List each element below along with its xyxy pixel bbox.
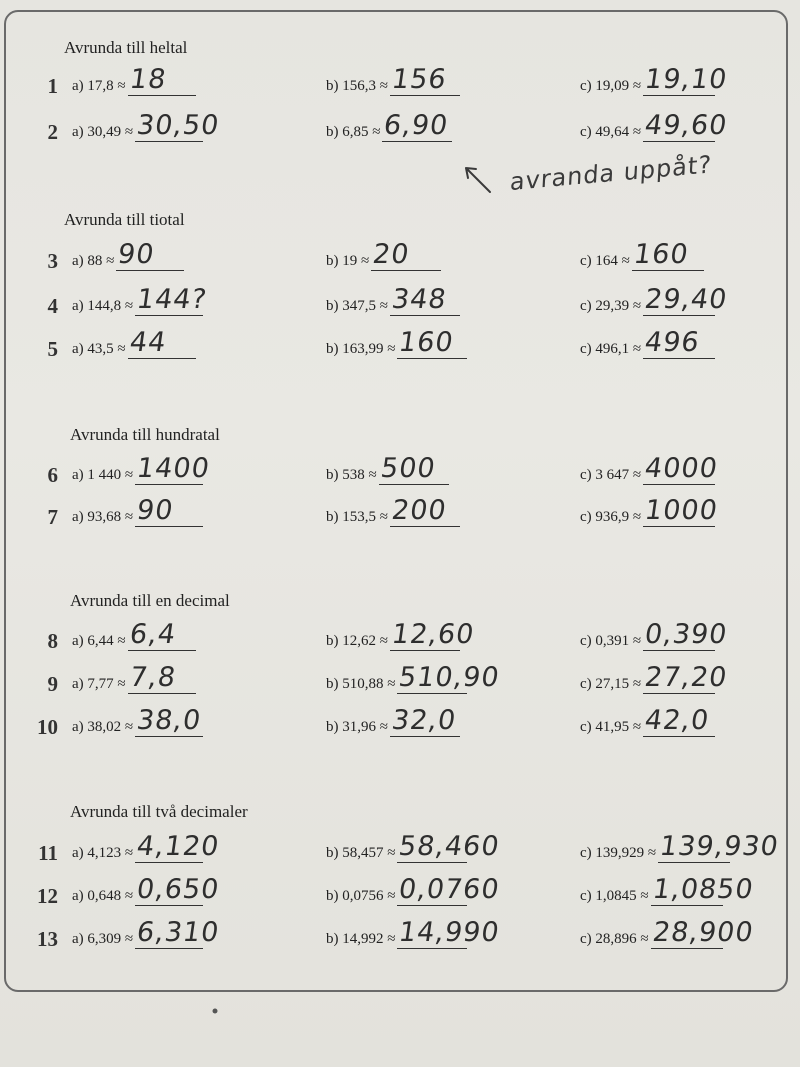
problem-expression: 19 ≈ [342, 253, 370, 269]
problem-expression: 496,1 ≈ [595, 341, 642, 357]
handwritten-answer: 4,120 [134, 831, 222, 862]
handwritten-answer: 14,990 [396, 917, 502, 948]
problem-expression: 14,992 ≈ [342, 931, 396, 947]
handwritten-answer: 144? [134, 284, 210, 315]
problem-expression: 144,8 ≈ [87, 298, 134, 314]
problem-label: c) [580, 719, 592, 735]
answer-line[interactable] [135, 862, 203, 863]
problem-b [326, 253, 369, 270]
problem-a [72, 931, 133, 948]
paper-speck [210, 1006, 222, 1016]
answer-line[interactable] [128, 358, 196, 359]
handwritten-answer: 500 [378, 453, 438, 484]
handwritten-answer: 49,60 [642, 110, 730, 141]
problem-number: 4 [47, 294, 58, 318]
problem-a [72, 124, 133, 141]
handwritten-answer: 160 [396, 327, 456, 358]
handwritten-answer: 30,50 [134, 110, 222, 141]
problem-expression: 49,64 ≈ [595, 124, 642, 140]
problem-expression: 0,391 ≈ [595, 633, 642, 649]
problem-label: a) [72, 298, 84, 314]
answer-line[interactable] [397, 862, 467, 863]
answer-line[interactable] [397, 693, 467, 694]
problem-expression: 163,99 ≈ [342, 341, 396, 357]
answer-line[interactable] [390, 315, 460, 316]
problem-label: c) [580, 633, 592, 649]
problem-expression: 12,62 ≈ [342, 633, 388, 649]
problem-c [580, 633, 641, 650]
problem-c [580, 78, 641, 95]
handwritten-answer: 0,0760 [396, 874, 502, 905]
answer-line[interactable] [397, 358, 467, 359]
problem-number: 11 [38, 841, 58, 865]
handwritten-answer: 200 [389, 495, 449, 526]
handwritten-answer: 496 [642, 327, 702, 358]
problem-c [580, 341, 641, 358]
problem-expression: 0,648 ≈ [87, 888, 134, 904]
problem-c [580, 676, 641, 693]
handwritten-answer: 6,4 [127, 619, 179, 650]
handwritten-answer: 29,40 [642, 284, 730, 315]
problem-expression: 38,02 ≈ [87, 719, 134, 735]
answer-line[interactable] [397, 948, 467, 949]
arrow-up-left-icon [460, 162, 500, 202]
problem-b [326, 467, 377, 484]
answer-line[interactable] [643, 315, 715, 316]
problem-c [580, 467, 641, 484]
answer-line[interactable] [643, 141, 715, 142]
problem-expression: 41,95 ≈ [595, 719, 642, 735]
handwritten-answer: 348 [389, 284, 449, 315]
handwritten-answer: 4000 [642, 453, 720, 484]
problem-expression: 538 ≈ [342, 467, 377, 483]
problem-expression: 1,0845 ≈ [595, 888, 649, 904]
answer-line[interactable] [390, 95, 460, 96]
problem-label: b) [326, 888, 339, 904]
answer-line[interactable] [643, 650, 715, 651]
problem-number: 10 [37, 715, 58, 739]
problem-label: a) [72, 845, 84, 861]
answer-line[interactable] [379, 484, 449, 485]
problem-expression: 43,5 ≈ [87, 341, 126, 357]
handwritten-answer: 0,650 [134, 874, 222, 905]
problem-label: c) [580, 845, 592, 861]
problem-label: b) [326, 78, 339, 94]
problem-label: c) [580, 298, 592, 314]
problem-number: 7 [47, 505, 58, 529]
problem-number: 1 [47, 74, 58, 98]
answer-line[interactable] [643, 95, 715, 96]
answer-line[interactable] [390, 736, 460, 737]
section-heading: Avrunda till två decimaler [70, 802, 248, 821]
problem-b [326, 633, 388, 650]
problem-label: a) [72, 676, 84, 692]
problem-label: b) [326, 845, 339, 861]
answer-line[interactable] [397, 905, 467, 906]
problem-a [72, 298, 133, 315]
problem-expression: 936,9 ≈ [595, 509, 642, 525]
answer-line[interactable] [643, 484, 715, 485]
answer-line[interactable] [643, 358, 715, 359]
problem-label: b) [326, 931, 339, 947]
answer-line[interactable] [128, 95, 196, 96]
handwritten-answer: 1,0850 [650, 874, 756, 905]
handwritten-answer: 38,0 [134, 705, 204, 736]
problem-b [326, 298, 388, 315]
answer-line[interactable] [651, 948, 723, 949]
answer-line[interactable] [651, 905, 723, 906]
problem-label: a) [72, 253, 84, 269]
problem-c [580, 931, 649, 948]
handwritten-answer: 18 [127, 64, 169, 95]
problem-b [326, 719, 388, 736]
problem-label: c) [580, 888, 592, 904]
problem-b [326, 124, 380, 141]
problem-label: b) [326, 467, 339, 483]
problem-number: 6 [47, 463, 58, 487]
problem-expression: 31,96 ≈ [342, 719, 388, 735]
problem-label: b) [326, 719, 339, 735]
problem-a [72, 888, 133, 905]
problem-a [72, 467, 133, 484]
answer-line[interactable] [371, 270, 441, 271]
handwritten-answer: 90 [115, 239, 157, 270]
problem-label: a) [72, 78, 84, 94]
handwritten-answer: 90 [134, 495, 176, 526]
section-heading: Avrunda till heltal [64, 38, 188, 57]
problem-number: 2 [47, 120, 58, 144]
answer-line[interactable] [382, 141, 452, 142]
problem-a [72, 509, 133, 526]
problem-expression: 6,309 ≈ [87, 931, 134, 947]
handwritten-answer: 139,930 [657, 831, 781, 862]
problem-label: c) [580, 341, 592, 357]
problem-c [580, 719, 641, 736]
problem-b [326, 845, 395, 862]
handwritten-answer: 1400 [134, 453, 212, 484]
problem-label: a) [72, 124, 84, 140]
section-heading: Avrunda till en decimal [70, 591, 230, 610]
problem-label: b) [326, 253, 339, 269]
problem-expression: 88 ≈ [87, 253, 115, 269]
problem-expression: 164 ≈ [595, 253, 630, 269]
answer-line[interactable] [135, 141, 203, 142]
answer-line[interactable] [135, 315, 203, 316]
problem-expression: 7,77 ≈ [87, 676, 126, 692]
problem-expression: 347,5 ≈ [342, 298, 388, 314]
problem-c [580, 845, 656, 862]
handwritten-answer: 160 [631, 239, 691, 270]
answer-line[interactable] [643, 693, 715, 694]
problem-c [580, 253, 630, 270]
problem-a [72, 78, 126, 95]
problem-a [72, 253, 114, 270]
problem-label: b) [326, 676, 339, 692]
problem-b [326, 78, 388, 95]
problem-label: a) [72, 467, 84, 483]
handwritten-answer: 6,90 [381, 110, 451, 141]
problem-c [580, 888, 649, 905]
problem-b [326, 341, 395, 358]
handwritten-answer: 44 [127, 327, 169, 358]
problem-expression: 0,0756 ≈ [342, 888, 396, 904]
handwritten-answer: 20 [370, 239, 412, 270]
answer-line[interactable] [390, 650, 460, 651]
problem-expression: 93,68 ≈ [87, 509, 134, 525]
problem-expression: 17,8 ≈ [87, 78, 126, 94]
problem-c [580, 509, 641, 526]
problem-expression: 3 647 ≈ [595, 467, 642, 483]
problem-c [580, 298, 641, 315]
problem-label: a) [72, 509, 84, 525]
section-heading: Avrunda till tiotal [64, 210, 185, 229]
problem-number: 3 [47, 249, 58, 273]
problem-expression: 6,85 ≈ [342, 124, 381, 140]
problem-expression: 27,15 ≈ [595, 676, 642, 692]
problem-label: c) [580, 676, 592, 692]
problem-number: 8 [47, 629, 58, 653]
problem-label: a) [72, 633, 84, 649]
problem-expression: 1 440 ≈ [87, 467, 134, 483]
answer-line[interactable] [116, 270, 184, 271]
handwritten-answer: 19,10 [642, 64, 730, 95]
problem-expression: 6,44 ≈ [87, 633, 126, 649]
handwritten-answer: 510,90 [396, 662, 502, 693]
problem-expression: 19,09 ≈ [595, 78, 642, 94]
problem-b [326, 676, 395, 693]
problem-expression: 28,896 ≈ [595, 931, 649, 947]
problem-number: 9 [47, 672, 58, 696]
problem-label: a) [72, 341, 84, 357]
answer-line[interactable] [135, 948, 203, 949]
answer-line[interactable] [128, 693, 196, 694]
problem-a [72, 719, 133, 736]
problem-expression: 139,929 ≈ [595, 845, 657, 861]
handwritten-answer: 0,390 [642, 619, 730, 650]
problem-expression: 30,49 ≈ [87, 124, 134, 140]
answer-line[interactable] [135, 736, 203, 737]
problem-label: b) [326, 298, 339, 314]
answer-line[interactable] [128, 650, 196, 651]
handwritten-answer: 7,8 [127, 662, 179, 693]
problem-label: a) [72, 719, 84, 735]
problem-label: c) [580, 467, 592, 483]
problem-number: 12 [37, 884, 58, 908]
handwritten-answer: 28,900 [650, 917, 756, 948]
problem-b [326, 509, 388, 526]
handwritten-answer: 156 [389, 64, 449, 95]
problem-label: c) [580, 124, 592, 140]
problem-label: c) [580, 931, 592, 947]
answer-line[interactable] [643, 526, 715, 527]
problem-b [326, 931, 395, 948]
handwritten-answer: 27,20 [642, 662, 730, 693]
problem-label: c) [580, 78, 592, 94]
problem-expression: 58,457 ≈ [342, 845, 396, 861]
problem-a [72, 676, 126, 693]
problem-a [72, 633, 126, 650]
answer-line[interactable] [135, 526, 203, 527]
problem-label: a) [72, 931, 84, 947]
problem-expression: 510,88 ≈ [342, 676, 396, 692]
answer-line[interactable] [135, 484, 203, 485]
handwritten-answer: 12,60 [389, 619, 477, 650]
problem-label: a) [72, 888, 84, 904]
answer-line[interactable] [135, 905, 203, 906]
problem-label: b) [326, 509, 339, 525]
problem-number: 13 [37, 927, 58, 951]
problem-a [72, 341, 126, 358]
handwritten-answer: 42,0 [642, 705, 712, 736]
answer-line[interactable] [643, 736, 715, 737]
problem-expression: 29,39 ≈ [595, 298, 642, 314]
handwritten-answer: 6,310 [134, 917, 222, 948]
problem-label: b) [326, 341, 339, 357]
answer-line[interactable] [390, 526, 460, 527]
problem-expression: 156,3 ≈ [342, 78, 388, 94]
problem-b [326, 888, 395, 905]
problem-expression: 4,123 ≈ [87, 845, 134, 861]
problem-label: b) [326, 124, 339, 140]
answer-line[interactable] [632, 270, 704, 271]
problem-number: 5 [47, 337, 58, 361]
section-heading: Avrunda till hundratal [70, 425, 220, 444]
problem-label: b) [326, 633, 339, 649]
problem-label: c) [580, 253, 592, 269]
problem-label: c) [580, 509, 592, 525]
handwritten-answer: 32,0 [389, 705, 459, 736]
problem-c [580, 124, 641, 141]
problem-expression: 153,5 ≈ [342, 509, 388, 525]
handwritten-answer: 58,460 [396, 831, 502, 862]
handwritten-answer: 1000 [642, 495, 720, 526]
problem-a [72, 845, 133, 862]
handwritten-note: avranda uppåt? [509, 150, 713, 197]
answer-line[interactable] [658, 862, 730, 863]
